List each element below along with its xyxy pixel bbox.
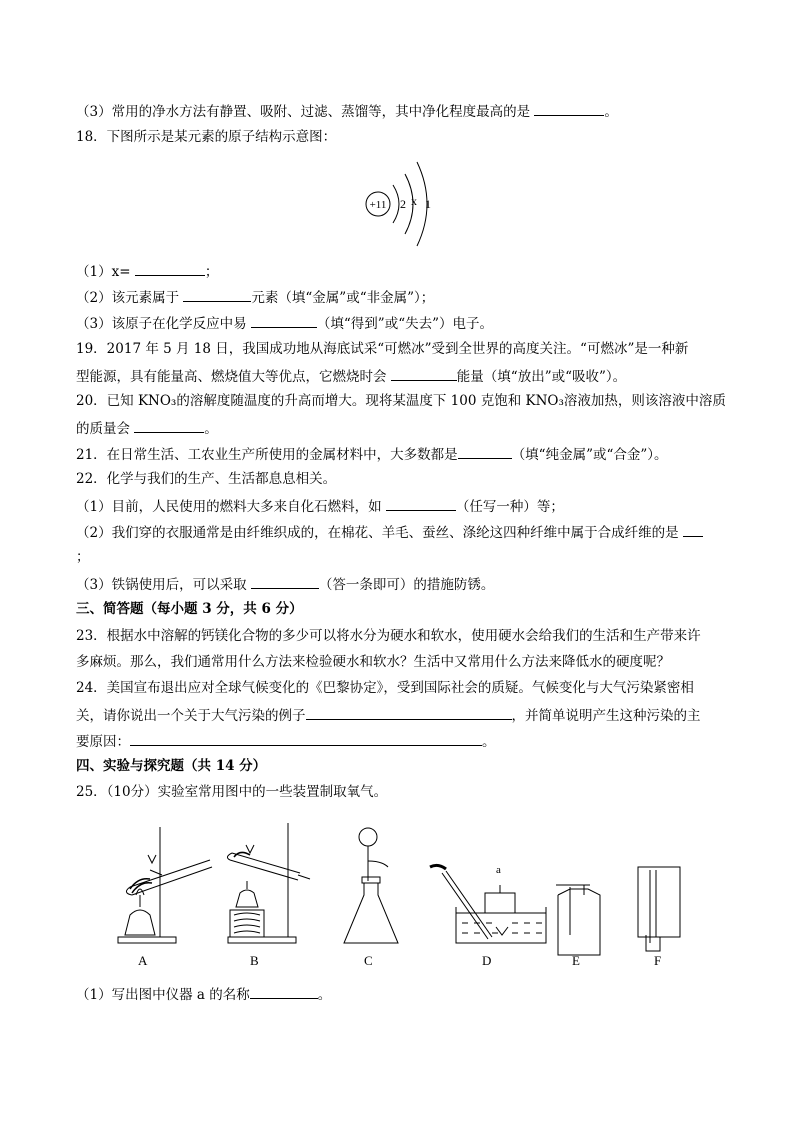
answer-blank[interactable] — [250, 984, 318, 999]
question-25-1: （1）写出图中仪器 a 的名称 。 — [76, 984, 331, 1004]
question-19-cont: 型能源，具有能量高、燃烧值大等优点，它燃烧时会 能量（填“放出”或“吸收”）。 — [76, 366, 626, 386]
question-19: 19．2017 年 5 月 18 日，我国成功地从海底试采“可燃冰”受到全世界的高度关注。“可燃冰”是一种新 — [76, 341, 689, 357]
question-22-2: （2）我们穿的衣服通常是由纤维织成的，在棉花、羊毛、蚕丝、涤纶这四种纤维中属于合成纤维的是 — [76, 522, 703, 542]
answer-blank[interactable] — [135, 261, 205, 276]
answer-blank[interactable] — [683, 522, 703, 537]
apparatus-label-f: F — [654, 953, 662, 968]
question-22-2-cont: ； — [76, 549, 90, 565]
answer-blank[interactable] — [458, 444, 512, 459]
answer-blank[interactable] — [251, 313, 317, 328]
instrument-label-a: a — [496, 864, 501, 876]
question-23-cont: 多麻烦。那么，我们通常用什么方法来检验硬水和软水？生活中又常用什么方法来降低水的硬度呢？ — [76, 654, 670, 670]
question-18-2: （2）该元素属于 元素（填“金属”或“非金属”）； — [76, 287, 434, 307]
apparatus-d — [430, 864, 546, 943]
question-20-cont: 的质量会 。 — [76, 418, 218, 438]
apparatus-a — [118, 827, 212, 943]
apparatus-f — [638, 867, 680, 951]
shell-1-electrons: 2 — [400, 197, 406, 211]
apparatus-figure — [100, 815, 700, 975]
shell-3-electrons: 1 — [425, 197, 431, 211]
answer-blank[interactable] — [306, 705, 512, 720]
apparatus-label-d: D — [482, 953, 492, 968]
answer-blank[interactable] — [251, 574, 319, 589]
apparatus-b — [227, 823, 310, 943]
question-22-1: （1）目前，人民使用的燃料大多来自化石燃料，如 （任写一种）等； — [76, 496, 564, 516]
question-22-3: （3）铁锅使用后，可以采取 （答一条即可）的措施防锈。 — [76, 574, 494, 594]
question-18-3: （3）该原子在化学反应中易 （填“得到”或“失去”）电子。 — [76, 313, 493, 333]
answer-blank[interactable] — [130, 731, 482, 746]
apparatus-label-b: B — [250, 953, 259, 968]
question-21: 21．在日常生活、工农业生产所使用的金属材料中，大多数都是 （填“纯金属”或“合金”）。 — [76, 444, 668, 464]
apparatus-c — [344, 828, 398, 943]
question-20: 20．已知 KNO₃的溶解度随温度的升高而增大。现将某温度下 100 克饱和 KNO₃溶液加热，则该溶液中溶质 — [76, 393, 726, 409]
answer-blank[interactable] — [391, 366, 457, 381]
nucleus-charge: +11 — [369, 199, 387, 211]
question-24-cont: 关，请你说出一个关于大气污染的例子 ，并简单说明产生这种污染的主 — [76, 705, 701, 725]
apparatus-e — [556, 885, 600, 955]
question-24: 24．美国宣布退出应对全球气候变化的《巴黎协定》，受到国际社会的质疑。气候变化与大气污染紧密相 — [76, 680, 694, 696]
shell-2-electrons: x — [411, 194, 417, 208]
question-22-title: 22．化学与我们的生产、生活都息息相关。 — [76, 471, 337, 487]
answer-blank[interactable] — [134, 418, 204, 433]
question-17-3: （3）常用的净水方法有静置、吸附、过滤、蒸馏等，其中净化程度最高的是 。 — [76, 101, 618, 121]
answer-blank[interactable] — [386, 496, 456, 511]
apparatus-label-a: A — [138, 953, 148, 968]
answer-blank[interactable] — [534, 101, 604, 116]
question-18-1: （1）x= ； — [76, 261, 218, 281]
electron-shell-1 — [393, 185, 399, 223]
question-24-reason: 要原因： 。 — [76, 731, 496, 751]
question-18-title: 18．下图所示是某元素的原子结构示意图： — [76, 129, 337, 145]
atom-structure-diagram — [355, 150, 445, 260]
apparatus-label-c: C — [364, 953, 373, 968]
apparatus-label-e: E — [572, 953, 580, 968]
section-4-heading: 四、实验与探究题（共 14 分） — [76, 758, 267, 774]
question-25: 25．（10分）实验室常用图中的一些装置制取氧气。 — [76, 784, 388, 800]
section-3-heading: 三、简答题（每小题 3 分，共 6 分） — [76, 601, 303, 617]
question-23: 23．根据水中溶解的钙镁化合物的多少可以将水分为硬水和软水，使用硬水会给我们的生活和生产带来许 — [76, 628, 701, 644]
answer-blank[interactable] — [183, 287, 251, 302]
